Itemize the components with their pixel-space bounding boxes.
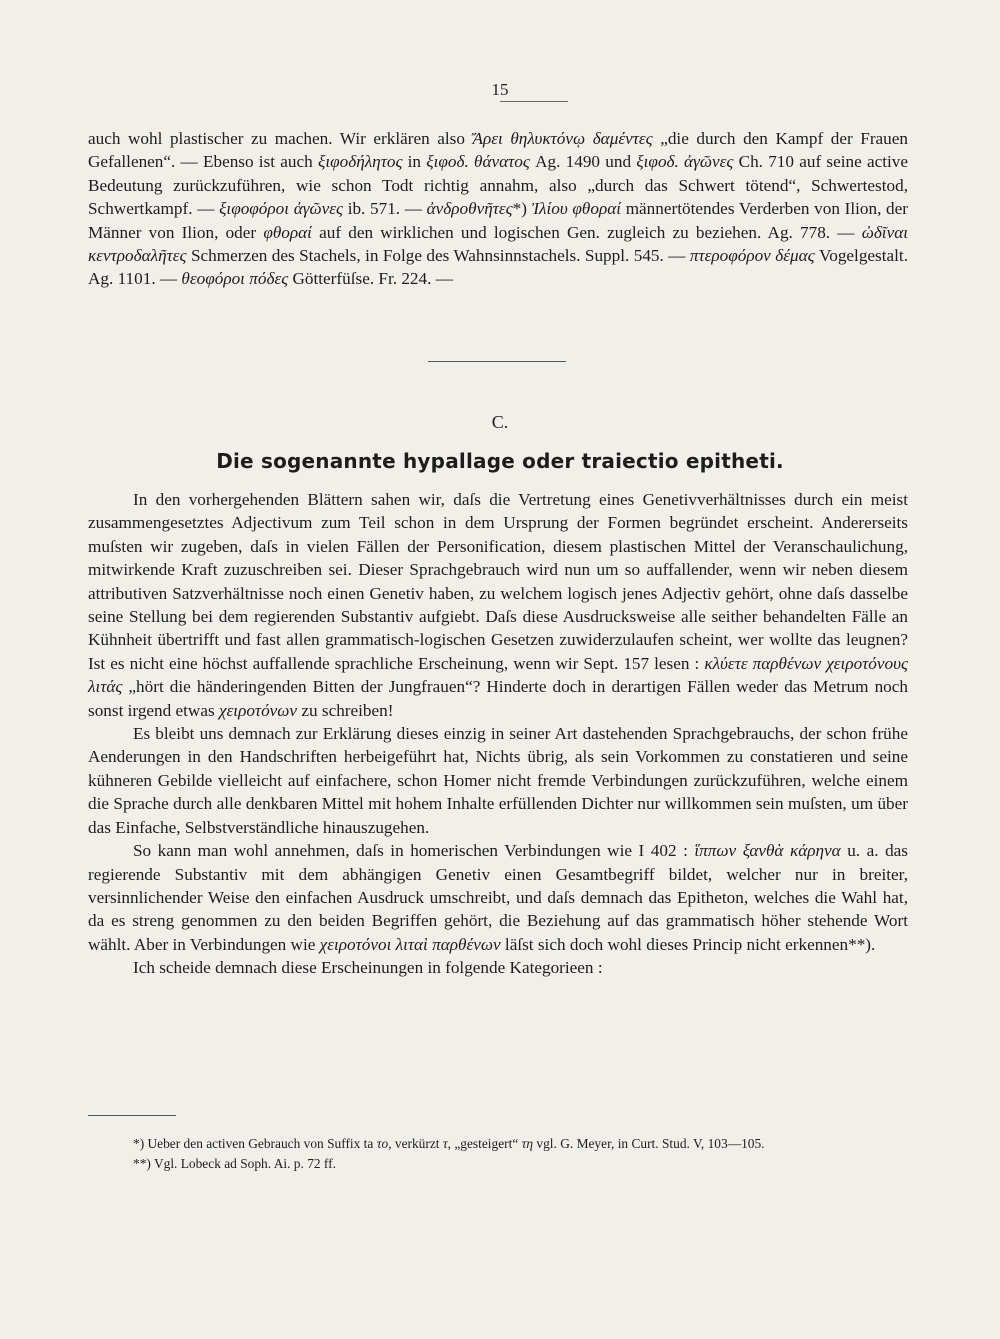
section-letter: C. bbox=[491, 412, 509, 432]
page-number-rule bbox=[500, 101, 568, 102]
greek-phrase: Ἄρει θηλυκτόνῳ δαμέντες bbox=[472, 129, 653, 148]
greek-phrase: ξιφοδήλητος bbox=[317, 152, 403, 172]
greek-phrase: το bbox=[376, 1136, 389, 1151]
greek-phrase: θεοφόροι πόδες bbox=[181, 269, 289, 289]
greek-phrase: ξιφοδ. θάνατος bbox=[426, 152, 530, 172]
greek-phrase: φθοραί bbox=[263, 222, 312, 242]
greek-phrase: κλύετε παρθένων χειροτόνους λιτάς bbox=[88, 653, 908, 697]
footnote: **) Vgl. Lobeck ad Soph. Ai. p. 72 ff. bbox=[133, 1156, 336, 1171]
greek-phrase: ξιφοδ. ἀγῶνες bbox=[636, 152, 734, 172]
greek-phrase: πτεροφόρον δέμας bbox=[689, 246, 815, 266]
footnote-rule bbox=[88, 1115, 176, 1116]
footnote: *) Ueber den activen Gebrauch von Suffix ta το, verkürzt τ, „gesteigert“ τη vgl. G. Meyer, in Curt. Stud. V, 103—105. bbox=[133, 1136, 765, 1151]
greek-phrase: Ἰλίου φθοραί bbox=[531, 199, 622, 219]
paragraph: Ich scheide demnach diese Erscheinungen in folgende Kategorieen : bbox=[133, 958, 603, 978]
paragraph: So kann man wohl annehmen, daſs in homerischen Verbindungen wie I 402 : ἵππων ξανθὰ κάρηνα u. a. das regierende Substantiv mit dem abhängigen Genetiv einen Gesamtbegriff bildet, welcher nur in breiter, versinnlichender Weise den einfachen Ausdruck umschreibt, und daſs demnach das Epitheton, welches die Wahl hat, da es streng genommen zu den beiden Begriffen gehört, die Beziehung auf das grammatisch höher stehende Wort wählt. Aber in Verbindungen wie χειροτόνοι λιταὶ παρθένων läſst sich doch wohl dieses Princip nicht erkennen**). bbox=[88, 841, 908, 954]
greek-phrase: τ bbox=[442, 1136, 448, 1151]
greek-phrase: χειροτόνων bbox=[218, 700, 298, 720]
greek-phrase: ἵππων ξανθὰ κάρηνα bbox=[694, 841, 841, 861]
greek-phrase: τη bbox=[521, 1136, 534, 1151]
continuation-paragraph bbox=[88, 127, 908, 291]
greek-phrase: χειροτόνοι λιταὶ παρθένων bbox=[319, 934, 501, 954]
greek-phrase: ξιφοφόροι ἀγῶνες bbox=[219, 199, 344, 219]
paragraph: auch wohl plastischer zu machen. Wir erklären also Ἄρει θηλυκτόνῳ δαμέντες „die durch den Kampf der Frauen Gefallenen“. — Ebenso ist auch ξιφοδήλητος in ξιφοδ. θάνατος Ag. 1490 und ξιφοδ. ἀγῶνες Ch. 710 auf seine active Bedeutung zurückzuführen, wie schon Todt richtig annahm, also „durch das Schwert tötend“, Schwertestod, Schwertkampf. — ξιφοφόροι ἀγῶνες ib. 571. — ἀνδροθνῆτες*) Ἰλίου φθοραί männertötendes Verderben von Ilion, der Männer von Ilion, oder φθοραί auf den wirklichen und logischen Gen. zugleich zu beziehen. Ag. 778. — ὠδῖναι κεντροδαλῆτες Schmerzen des Stachels, in Folge des Wahnsinnstachels. Suppl. 545. — πτεροφόρον δέμας Vogelgestalt. Ag. 1101. — θεοφόροι πόδες Götterfüſse. Fr. 224. — bbox=[88, 129, 909, 289]
section-separator bbox=[428, 361, 566, 362]
greek-phrase: ὠδῖναι κεντροδαλῆτες bbox=[88, 222, 909, 266]
footnotes bbox=[88, 1134, 908, 1174]
page-number: 15 bbox=[491, 80, 509, 99]
section-body bbox=[88, 488, 908, 980]
section-title: Die sogenannte hypallage oder traiectio epitheti. bbox=[216, 449, 784, 473]
greek-phrase: ἀνδροθνῆτες bbox=[426, 199, 513, 219]
paragraph: Es bleibt uns demnach zur Erklärung dieses einzig in seiner Art dastehenden Sprachgebrauchs, der schon frühe Aenderungen in den Handschriften herbeigeführt hat, Nichts übrig, als sein Vorkommen zu constatieren und seine kühneren Gebilde vielleicht auf einfachere, schon Homer nicht fremde Verbindungen zurückzuführen, welche einem die Sprache durch alle denkbaren Mittel mit hohem Inhalte erfüllenden Dichter nur willkommen sein muſsten, um über das Einfache, Selbstverständliche hinauszugehen. bbox=[88, 724, 908, 837]
paragraph: In den vorhergehenden Blättern sahen wir, daſs die Vertretung eines Genetivverhältnisses durch ein meist zusammengesetztes Adjectivum zum Teil schon in dem Ursprung der Formen begründet erscheint. Andererseits muſsten wir zugeben, daſs in vielen Fällen der Personification, diesem plastischen Mittel der Veranschaulichung, mitwirkende Kraft zuzuschreiben sei. Dieser Sprachgebrauch wird nun um so auffallender, wenn wir neben diesem attributiven Satzverhältnisse noch einen Genetiv haben, zu welchem logisch jenes Adjectiv gehört, ohne daſs dasselbe seine Stellung bei dem regierenden Substantiv aufgiebt. Daſs diese Ausdrucksweise alle seither behandelten Fälle an Kühnheit übertrifft und fast allen grammatisch-logischen Gesetzen zuwiderzulaufen scheint, wer wollte das leugnen? Ist es nicht eine höchst auffallende sprachliche Erscheinung, wenn wir Sept. 157 lesen : κλύετε παρθένων χειροτόνους λιτάς „hört die händeringenden Bitten der Jungfrauen“? Hinderte doch in derartigen Fällen weder das Metrum noch sonst irgend etwas χειροτόνων zu schreiben! bbox=[88, 490, 908, 720]
